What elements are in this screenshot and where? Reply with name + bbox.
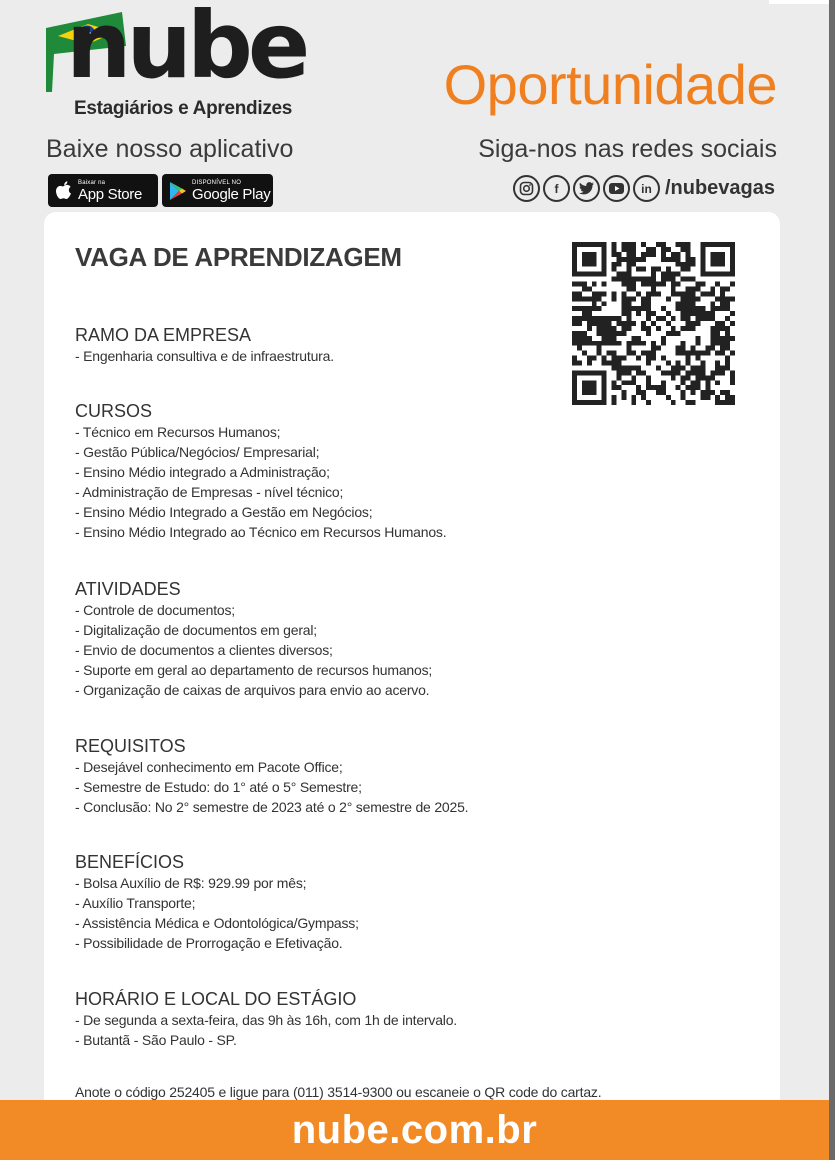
section-line: - Auxílio Transporte; — [75, 895, 196, 911]
app-store-text: App Store — [78, 185, 143, 203]
facebook-icon[interactable]: f — [543, 175, 570, 202]
logo-wordmark: nube — [66, 0, 306, 99]
logo-subtitle: Estagiários e Aprendizes — [74, 98, 293, 119]
section-atividades — [75, 578, 755, 700]
google-play-badge[interactable] — [162, 174, 273, 207]
section-line: - Controle de documentos; — [75, 602, 235, 618]
section-line: - Butantã - São Paulo - SP. — [75, 1032, 237, 1048]
footer-bar — [0, 1100, 829, 1160]
section-horario — [75, 988, 755, 1050]
social-handle[interactable]: /nubevagas — [664, 177, 775, 199]
section-heading: REQUISITOS — [75, 736, 186, 756]
section-heading: HORÁRIO E LOCAL DO ESTÁGIO — [75, 989, 357, 1009]
section-line: - Organização de caixas de arquivos para envio ao acervo. — [75, 682, 430, 698]
section-line: - De segunda a sexta-feira, das 9h às 16h, com 1h de intervalo. — [75, 1012, 457, 1028]
section-line: - Bolsa Auxílio de R$: 929.99 por mês; — [75, 875, 307, 891]
section-requisitos — [75, 735, 755, 817]
section-ramo — [75, 324, 755, 366]
job-title: VAGA DE APRENDIZAGEM — [75, 242, 402, 272]
app-store-small-text: Baixar na — [78, 179, 106, 186]
section-cursos — [75, 400, 755, 542]
section-line: - Ensino Médio integrado a Administração; — [75, 464, 330, 480]
app-store-badge[interactable] — [48, 174, 158, 207]
section-line: - Envio de documentos a clientes diversos; — [75, 642, 333, 658]
section-heading: BENEFÍCIOS — [75, 852, 185, 872]
headline: Oportunidade — [443, 53, 777, 116]
section-line: - Desejável conhecimento em Pacote Office; — [75, 759, 343, 775]
section-line: - Administração de Empresas - nível técnico; — [75, 484, 344, 500]
job-card — [44, 212, 780, 1142]
window-border — [829, 0, 835, 1160]
linkedin-icon[interactable]: in — [633, 175, 660, 202]
section-line: - Suporte em geral ao departamento de recursos humanos; — [75, 662, 433, 678]
google-play-small-text: DISPONÍVEL NO — [192, 179, 242, 186]
section-line: - Engenharia consultiva e de infraestrutura. — [75, 348, 334, 364]
footer-url[interactable]: nube.com.br — [291, 1107, 538, 1152]
nube-logo — [44, 0, 314, 122]
social-label: Siga-nos nas redes sociais — [478, 135, 777, 163]
section-line: - Digitalização de documentos em geral; — [75, 622, 317, 638]
youtube-icon[interactable] — [603, 175, 630, 202]
app-download-label: Baixe nosso aplicativo — [46, 135, 294, 163]
google-play-icon — [170, 182, 186, 200]
section-heading: ATIVIDADES — [75, 579, 181, 599]
contact-footnote: Anote o código 252405 e ligue para (011) 3514-9300 ou escaneie o QR code do cartaz. — [75, 1084, 602, 1100]
apple-icon — [56, 181, 72, 200]
window-notch — [769, 0, 829, 4]
section-beneficios — [75, 851, 755, 953]
instagram-icon[interactable] — [513, 175, 540, 202]
section-line: - Ensino Médio Integrado ao Técnico em Recursos Humanos. — [75, 524, 447, 540]
twitter-icon[interactable] — [573, 175, 600, 202]
section-heading: CURSOS — [75, 401, 153, 421]
section-line: - Possibilidade de Prorrogação e Efetivação. — [75, 935, 343, 951]
section-line: - Gestão Pública/Negócios/ Empresarial; — [75, 444, 320, 460]
section-line: - Conclusão: No 2° semestre de 2023 até o 2° semestre de 2025. — [75, 799, 469, 815]
section-heading: RAMO DA EMPRESA — [75, 325, 252, 345]
section-line: - Assistência Médica e Odontológica/Gympass; — [75, 915, 359, 931]
section-line: - Ensino Médio Integrado a Gestão em Negócios; — [75, 504, 373, 520]
google-play-text: Google Play — [192, 185, 271, 203]
social-links — [513, 175, 775, 202]
section-line: - Técnico em Recursos Humanos; — [75, 424, 281, 440]
section-line: - Semestre de Estudo: do 1° até o 5° Semestre; — [75, 779, 362, 795]
